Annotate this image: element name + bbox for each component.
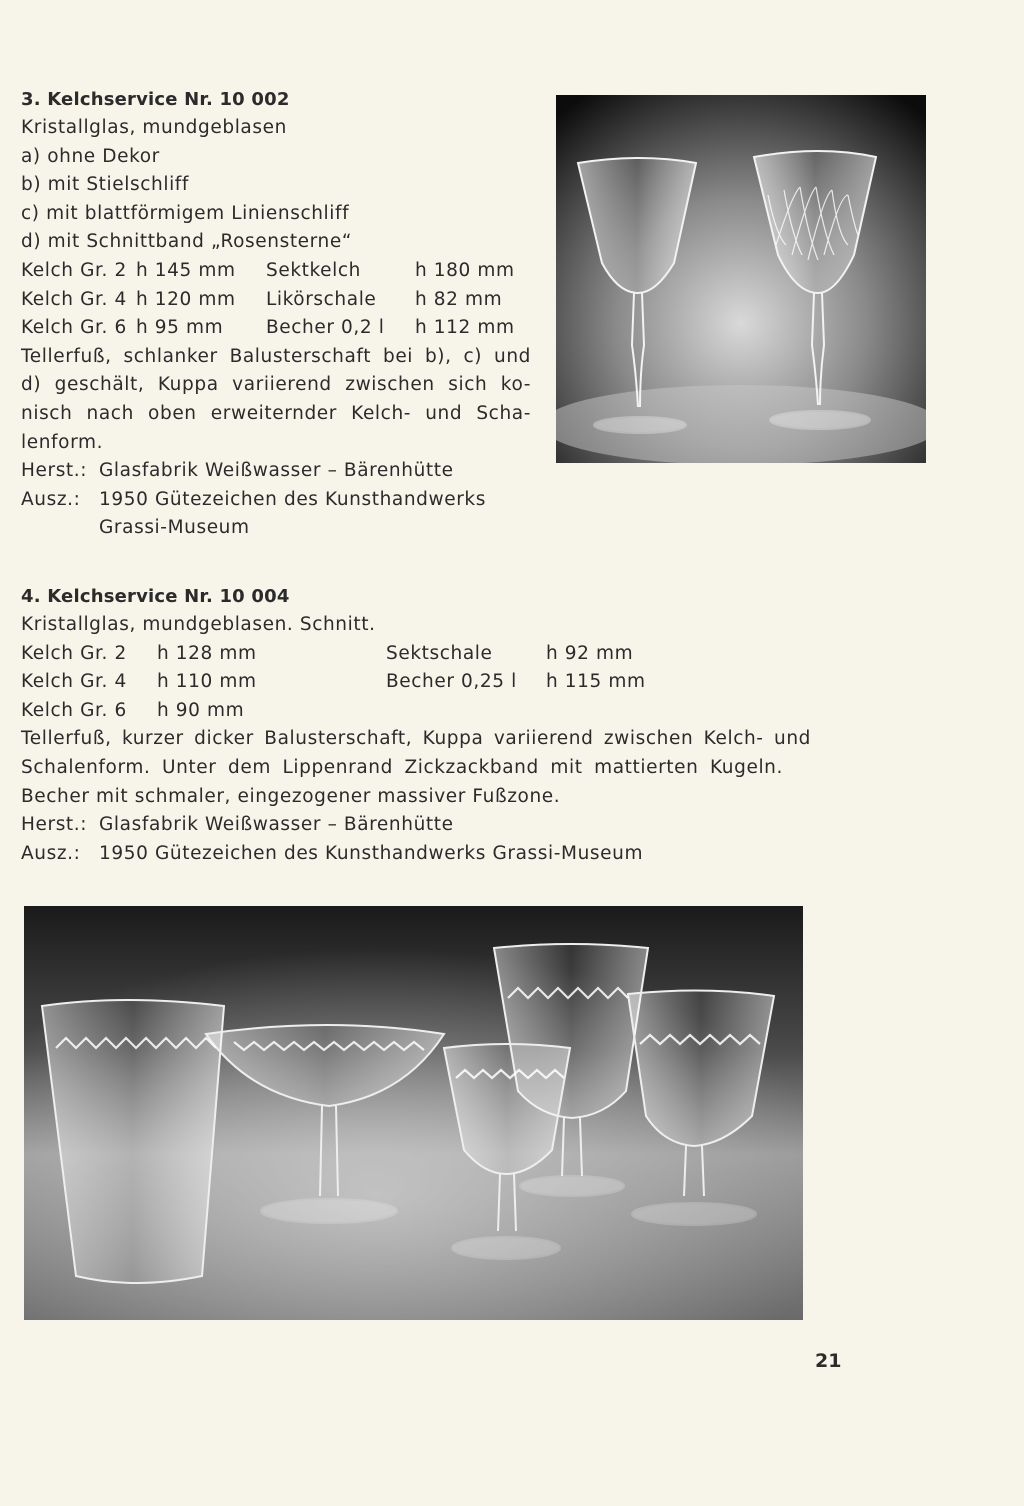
- section-3: [21, 85, 531, 543]
- description-line: lenform.: [21, 431, 104, 453]
- award-value-continued: Grassi-Museum: [99, 517, 250, 539]
- size-name: Kelch Gr. 4: [21, 288, 127, 310]
- size-row: [21, 640, 811, 669]
- manufacturer-value: Glasfabrik Weißwasser – Bärenhütte: [99, 814, 454, 836]
- size-name: Kelch Gr. 6: [21, 317, 127, 339]
- size-name: Becher 0,25 l: [386, 671, 517, 693]
- size-height: h 128 mm: [157, 642, 257, 664]
- size-name: Becher 0,2 l: [266, 317, 385, 339]
- award-value: 1950 Gütezeichen des Kunsthandwerks: [99, 488, 486, 510]
- size-row: [21, 314, 531, 343]
- size-row: [21, 697, 811, 726]
- size-height: h 112 mm: [415, 317, 515, 339]
- variant-d: d) mit Schnittband „Rosensterne“: [21, 231, 353, 253]
- size-height: h 82 mm: [415, 288, 503, 310]
- size-height: h 95 mm: [136, 317, 224, 339]
- size-name: Sektschale: [386, 642, 493, 664]
- variant-a: a) ohne Dekor: [21, 145, 160, 167]
- description-line: Tellerfuß, schlanker Balusterschaft bei b), c) und: [21, 345, 531, 367]
- description-line: d) geschält, Kuppa variierend zwischen sich ko-: [21, 374, 531, 396]
- glass-set-illustration: [24, 906, 803, 1320]
- size-height: h 110 mm: [157, 671, 257, 693]
- photo-kelchservice-10004: [24, 906, 803, 1320]
- section-4-heading: 4. Kelchservice Nr. 10 004: [21, 586, 290, 607]
- section-4-material: Kristallglas, mundgeblasen. Schnitt.: [21, 614, 376, 635]
- size-row: [21, 286, 531, 315]
- page-number: 21: [815, 1350, 842, 1372]
- section-3-heading: 3. Kelchservice Nr. 10 002: [21, 89, 290, 110]
- section-3-material: Kristallglas, mundgeblasen: [21, 117, 287, 138]
- size-name: Kelch Gr. 2: [21, 259, 127, 281]
- photo-kelchservice-10002: [556, 95, 926, 463]
- size-height: h 92 mm: [546, 642, 634, 664]
- description-line: Becher mit schmaler, eingezogener massiver Fußzone.: [21, 785, 561, 807]
- manufacturer-value: Glasfabrik Weißwasser – Bärenhütte: [99, 460, 454, 482]
- section-4: [21, 582, 811, 868]
- variant-b: b) mit Stielschliff: [21, 174, 190, 196]
- award-label: Ausz.:: [21, 488, 81, 510]
- size-row: [21, 257, 531, 286]
- variant-c: c) mit blattförmigem Linienschliff: [21, 202, 350, 224]
- size-height: h 90 mm: [157, 699, 245, 721]
- description-line: nisch nach oben erweiternder Kelch- und Scha-: [21, 402, 531, 424]
- size-name: Kelch Gr. 4: [21, 671, 127, 693]
- award: [21, 486, 531, 515]
- manufacturer-label: Herst.:: [21, 460, 88, 482]
- manufacturer-label: Herst.:: [21, 814, 88, 836]
- size-name: Kelch Gr. 6: [21, 699, 127, 721]
- award-label: Ausz.:: [21, 842, 81, 864]
- size-name: Kelch Gr. 2: [21, 642, 127, 664]
- size-height: h 120 mm: [136, 288, 236, 310]
- size-name: Likörschale: [266, 288, 377, 310]
- size-name: Sektkelch: [266, 259, 361, 281]
- manufacturer: [21, 457, 531, 486]
- description-line: Schalenform. Unter dem Lippenrand Zickzackband mit mattierten Kugeln.: [21, 756, 783, 778]
- award-value: 1950 Gütezeichen des Kunsthandwerks Grassi-Museum: [99, 842, 644, 864]
- award: [21, 840, 811, 869]
- manufacturer: [21, 811, 811, 840]
- size-height: h 145 mm: [136, 259, 236, 281]
- glasses-illustration: [556, 95, 926, 463]
- size-height: h 115 mm: [546, 671, 646, 693]
- size-height: h 180 mm: [415, 259, 515, 281]
- size-row: [21, 668, 811, 697]
- description-line: Tellerfuß, kurzer dicker Balusterschaft, Kuppa variierend zwischen Kelch- und: [21, 728, 811, 750]
